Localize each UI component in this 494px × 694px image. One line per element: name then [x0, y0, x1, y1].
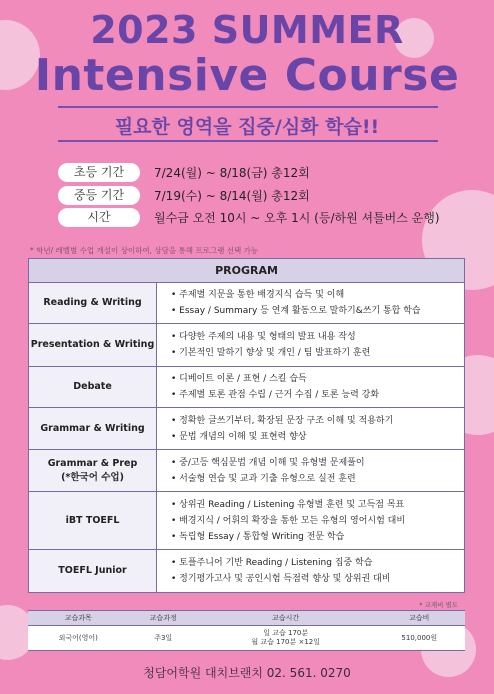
title-line-1: 2023 SUMMER	[90, 8, 404, 52]
program-item: • 독립형 Essay / 통합형 Writing 전문 학습	[171, 531, 345, 542]
program-item: • 배경지식 / 어휘의 확장을 통한 모든 유형의 영어시험 대비	[171, 515, 406, 526]
table-row	[29, 408, 464, 450]
program-desc	[157, 450, 464, 491]
program-name: iBT TOEFL	[29, 492, 157, 549]
table-row	[29, 324, 464, 367]
table-row	[29, 283, 464, 324]
fee-time-line: 일 교습 170분	[263, 629, 309, 637]
fee-note: * 교재비 별도	[419, 601, 458, 609]
program-name	[29, 450, 157, 491]
table-row	[29, 450, 464, 492]
program-item: • 주제별 지문을 통한 배경지식 습득 및 이해	[171, 290, 345, 300]
program-desc	[157, 492, 464, 549]
program-item: • 디베이트 이론 / 표현 / 스킬 습득	[171, 374, 307, 384]
schedule-elementary	[58, 163, 310, 182]
program-item: • 중/고등 핵심문법 개념 이해 및 유형별 문제풀이	[171, 457, 365, 468]
schedule-label: 초등 기간	[58, 163, 140, 182]
fee-header: 교습비	[374, 611, 465, 626]
program-name-line: Grammar & Prep	[47, 457, 138, 469]
program-item: • 기본적인 말하기 향상 및 개인 / 팀 발표하기 훈련	[171, 348, 371, 358]
fee-header: 교습과목	[28, 611, 129, 626]
fee-time	[198, 626, 374, 651]
program-item: • 토플주니어 기반 Reading / Listening 집중 학습	[171, 558, 373, 568]
program-header: PROGRAM	[29, 259, 464, 283]
schedule-value: 7/24(월) ~ 8/18(금) 총12회	[154, 166, 310, 180]
schedule-middle	[58, 186, 310, 205]
program-name-line: (*한국어 수업)	[61, 471, 124, 483]
table-row	[29, 367, 464, 408]
program-desc	[157, 283, 464, 323]
program-item: • 상위권 Reading / Listening 유형별 훈련 및 고득점 목표	[171, 499, 405, 510]
program-desc	[157, 367, 464, 407]
program-item: • 다양한 주제의 내용 및 형태의 발표 내용 작성	[171, 332, 356, 342]
program-name: Reading & Writing	[29, 283, 157, 323]
fee-course: 주3일	[129, 626, 198, 651]
footer-contact: 청담어학원 대치브랜치 02. 561. 0270	[143, 666, 351, 680]
program-table	[28, 258, 465, 593]
program-desc	[157, 408, 464, 449]
schedule-time	[58, 208, 440, 227]
program-item: • 정확한 글쓰기부터, 확장된 문장 구조 이해 및 적용하기	[171, 415, 394, 426]
program-item: • Essay / Summary 등 연계 활동으로 말하기&쓰기 통합 학습	[171, 306, 421, 316]
schedule-value: 월수금 오전 10시 ~ 오후 1시 (등/하원 셔틀버스 운행)	[154, 211, 440, 225]
program-name: Grammar & Writing	[29, 408, 157, 449]
subtitle: 필요한 영역을 집중/심화 학습!!	[114, 116, 380, 138]
divider	[58, 140, 438, 142]
schedule-value: 7/19(수) ~ 8/14(월) 총12회	[154, 189, 310, 203]
table-row	[29, 492, 464, 550]
fee-header: 교습시간	[198, 611, 374, 626]
program-name: TOEFL Junior	[29, 550, 157, 592]
program-item: • 정기평가고사 및 공인시험 득점력 향상 및 상위권 대비	[171, 574, 391, 584]
program-desc	[157, 550, 464, 592]
divider	[58, 106, 438, 108]
fee-header-row	[28, 611, 465, 626]
program-name: Debate	[29, 367, 157, 407]
program-desc	[157, 324, 464, 366]
fee-subject: 외국어(영어)	[28, 626, 129, 651]
program-name: Presentation & Writing	[29, 324, 157, 366]
fee-amount: 510,000원	[374, 626, 465, 651]
table-row	[29, 550, 464, 592]
program-note: * 학년/ 레벨별 수업 개설이 상이하여, 상담을 통해 프로그램 선택 가능	[30, 246, 259, 255]
program-item: • 주제별 토론 관점 수립 / 근거 수집 / 토론 능력 강화	[171, 390, 380, 400]
program-item: • 서술형 연습 및 교과 기출 유형으로 실전 훈련	[171, 473, 356, 484]
schedule-label: 시간	[58, 208, 140, 227]
program-item: • 문법 개념의 이해 및 표현력 향상	[171, 431, 307, 442]
table-row	[28, 626, 465, 651]
title-line-2: Intensive Course	[34, 50, 460, 101]
fee-time-line: 월 교습 170분 ×12일	[251, 638, 320, 646]
fee-table	[28, 610, 465, 651]
fee-header: 교습과정	[129, 611, 198, 626]
schedule-label: 중등 기간	[58, 186, 140, 205]
